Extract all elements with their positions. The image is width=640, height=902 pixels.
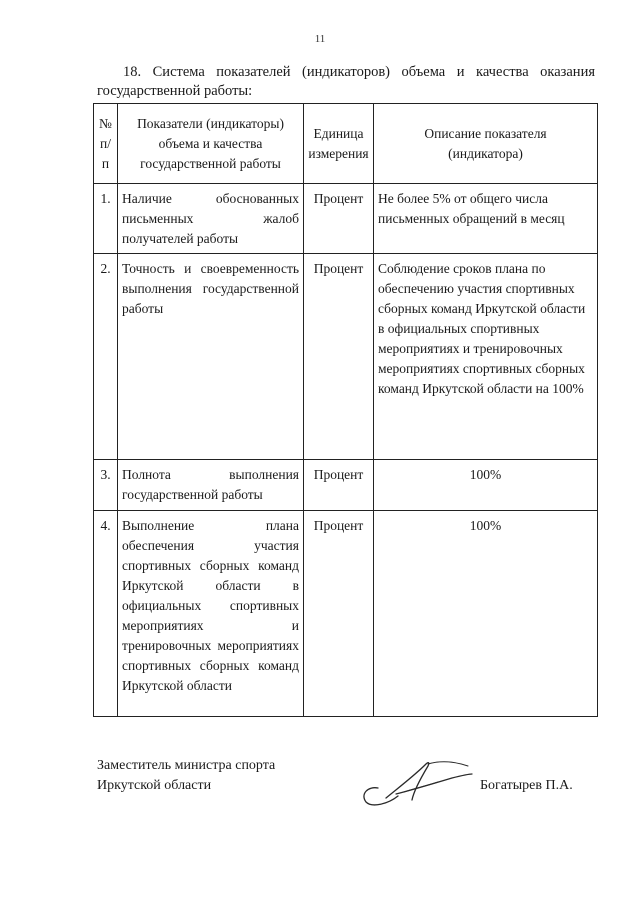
table-row (94, 184, 598, 254)
indicators-table (93, 103, 598, 717)
table-row (94, 254, 598, 460)
table-row (94, 460, 598, 511)
row-number: 1. (94, 184, 118, 254)
unit-of-measure: Процент (304, 511, 374, 717)
handwritten-signature (356, 752, 476, 812)
header-num-line: п/ (100, 136, 111, 151)
indicator-description: 100% (374, 511, 598, 717)
header-desc (374, 104, 598, 184)
header-unit-line: Единица (313, 126, 364, 141)
section-heading-line1: 18. Система показателей (индикаторов) объема и качества оказания (123, 64, 595, 80)
unit-of-measure: Процент (304, 254, 374, 460)
header-name-line: государственной работы (140, 156, 281, 171)
header-unit (304, 104, 374, 184)
table-row (94, 511, 598, 717)
header-desc-line: (индикатора) (448, 146, 523, 161)
header-num-line: п (101, 156, 110, 171)
page-number: 11 (314, 33, 326, 45)
header-name-line: Показатели (индикаторы) (137, 116, 284, 131)
signatory-position-line: Иркутской области (97, 778, 212, 793)
header-num-line: № (99, 116, 112, 131)
header-desc-line: Описание показателя (424, 126, 547, 141)
indicator-description: Соблюдение сроков плана по обеспечению участия спортивных сборных команд Иркутской области в официальных спортивных мероприятиях и тренировочных мероприятиях спортивных сборных команд Иркутской области на 100% (374, 254, 598, 460)
header-num (94, 104, 118, 184)
signature-stroke (364, 788, 398, 805)
row-number: 3. (94, 460, 118, 511)
signatory-name: Богатырев П.А. (480, 778, 573, 793)
signatory-position (97, 756, 275, 796)
signature-stroke (404, 782, 438, 792)
indicator-name: Выполнение плана обеспечения участия спортивных сборных команд Иркутской области в официальных спортивных мероприятиях и тренировочных мероприятиях спортивных сборных команд Иркутской области (118, 511, 304, 717)
unit-of-measure: Процент (304, 184, 374, 254)
indicator-description: Не более 5% от общего числа письменных обращений в месяц (374, 184, 598, 254)
indicator-description: 100% (374, 460, 598, 511)
signature-stroke (386, 763, 429, 800)
header-name-line: объема и качества (158, 136, 263, 151)
header-name (118, 104, 304, 184)
signatory-position-line: Заместитель министра спорта (97, 758, 276, 773)
header-unit-line: измерения (308, 146, 369, 161)
table-header-row (94, 104, 598, 184)
unit-of-measure: Процент (304, 460, 374, 511)
signature-stroke (428, 762, 468, 766)
section-heading-line2: государственной работы: (97, 83, 253, 99)
indicator-name: Наличие обоснованных письменных жалоб получателей работы (118, 184, 304, 254)
row-number: 2. (94, 254, 118, 460)
row-number: 4. (94, 511, 118, 717)
indicator-name: Полнота выполнения государственной работы (118, 460, 304, 511)
indicator-name: Точность и своевременность выполнения государственной работы (118, 254, 304, 460)
section-heading (97, 63, 595, 101)
